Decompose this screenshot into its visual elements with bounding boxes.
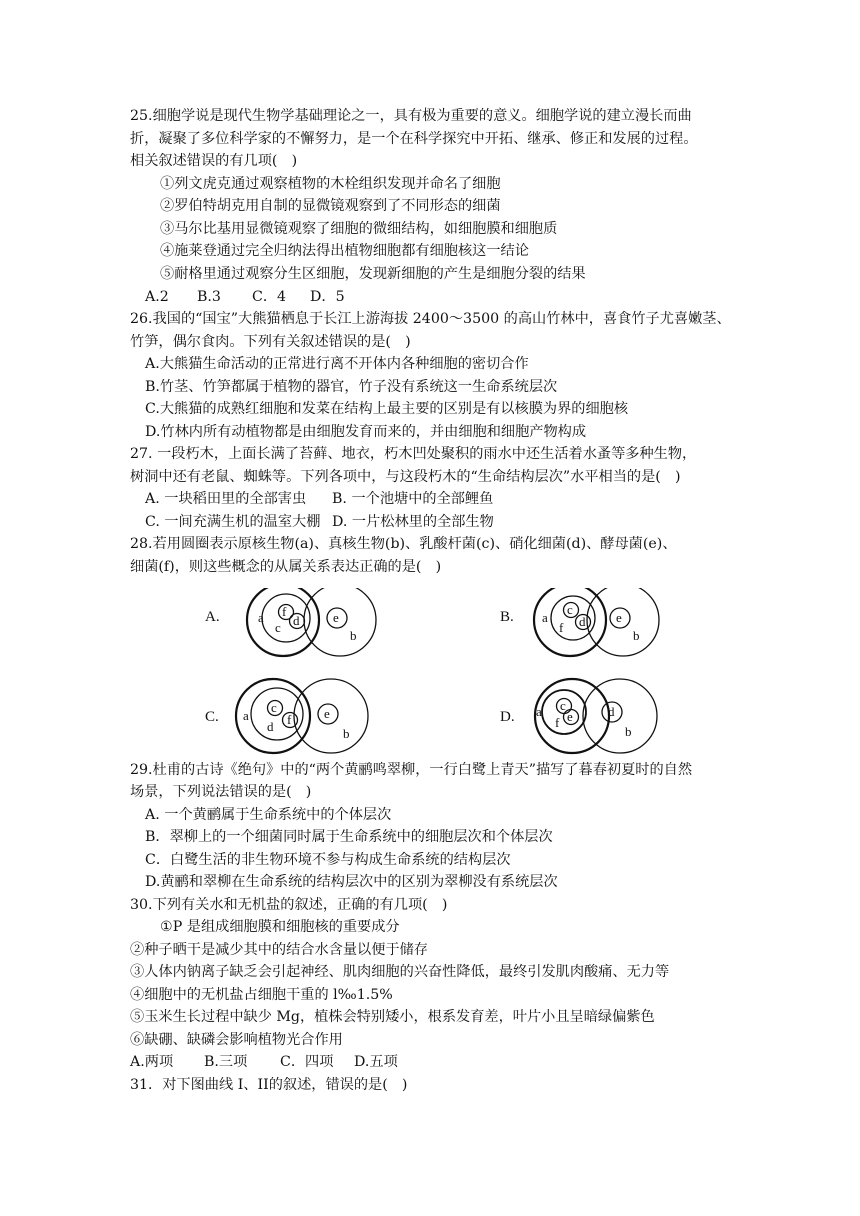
q30-option-a: A.两项	[130, 1054, 174, 1070]
diagram-c-label: C.	[205, 709, 219, 725]
q27-option-d: D. 一片松林里的全部生物	[332, 514, 494, 530]
q28-stem-line-1: 28.若用圆圈表示原核生物(a)、真核生物(b)、乳酸杆菌(c)、硝化细菌(d)、酵母菌(e)、	[130, 536, 677, 552]
q29-option-a: A. 一个黄鹂属于生命系统中的个体层次	[145, 807, 392, 823]
q26-option-a: A.大熊猫生命活动的正常进行离不开体内各种细胞的密切合作	[145, 356, 529, 372]
q25-item-2: ②罗伯特胡克用自制的显微镜观察到了不同形态的细菌	[160, 198, 501, 214]
c-circle-letter-d: d	[267, 719, 274, 734]
q27-stem-line-1: 27. 一段朽木，上面长满了苔藓、地衣，朽木凹处聚积的雨水中还生活着水蚤等多种生物，	[130, 446, 697, 462]
q26-option-b: B.竹茎、竹笋都属于植物的器官，竹子没有系统这一生命系统层次	[145, 379, 558, 395]
q27-stem-line-2: 树洞中还有老鼠、蜘蛛等。下列各项中，与这段朽木的“生命结构层次”水平相当的是( )	[130, 469, 681, 485]
q30-item-6: ⑥缺硼、缺磷会影响植物光合作用	[130, 1032, 343, 1048]
d-circle-letter-b: b	[625, 724, 632, 739]
q30-options	[130, 1051, 398, 1073]
diagram-d	[535, 679, 657, 753]
q30-option-d: D.五项	[354, 1054, 398, 1070]
q27-options-row-2	[145, 511, 494, 533]
q30-item-2: ②种子晒干是减少其中的结合水含量以便于储存	[130, 942, 428, 958]
q27-option-c: C. 一间充满生机的温室大棚	[145, 514, 321, 530]
d-circle-letter-a: a	[536, 704, 542, 719]
b-circle-letter-c: c	[567, 602, 573, 617]
diagram-c	[236, 679, 368, 753]
b-circle-letter-e: e	[616, 610, 622, 625]
c-circle-letter-c: c	[271, 700, 277, 715]
q30-item-1: ①P 是组成细胞膜和细胞核的重要成分	[160, 919, 400, 935]
q26-option-c: C.大熊猫的成熟红细胞和发菜在结构上最主要的区别是有以核膜为界的细胞核	[145, 401, 629, 417]
q26-stem-line-1: 26.我国的“国宝”大熊猫栖息于长江上游海拔 2400～3500 的高山竹林中，喜食竹子尤喜嫩茎、	[130, 311, 731, 327]
q30-option-b: B.三项	[204, 1054, 248, 1070]
q28-venn-diagrams	[190, 588, 680, 758]
q31-stem-line-1: 31．对下图曲线 I、II的叙述，错误的是( )	[130, 1077, 408, 1093]
a-circle-letter-a: a	[258, 610, 264, 625]
q30-item-3: ③人体内钠离子缺乏会引起神经、肌肉细胞的兴奋性降低，最终引发肌肉酸痛、无力等	[130, 964, 670, 980]
q25-option-a: A.2	[145, 289, 169, 305]
a-circle-letter-d: d	[293, 613, 300, 628]
b-circle-letter-d: d	[579, 614, 586, 629]
diagram-a-label: A.	[205, 609, 220, 625]
c-circle-letter-e: e	[324, 706, 330, 721]
q25-stem-line-1: 25.细胞学说是现代生物学基础理论之一，具有极为重要的意义。细胞学说的建立漫长而曲	[130, 108, 692, 124]
q30-option-c: C．四项	[280, 1054, 334, 1070]
q25-item-5: ⑤耐格里通过观察分生区细胞，发现新细胞的产生是细胞分裂的结果	[160, 266, 586, 282]
c-circle-letter-b: b	[343, 726, 350, 741]
q30-item-4: ④细胞中的无机盐占细胞干重的 l‰1.5%	[130, 987, 393, 1003]
q30-item-5: ⑤玉米生长过程中缺少 Mg，植株会特别矮小，根系发育差，叶片小且呈暗绿偏紫色	[130, 1009, 655, 1025]
q25-option-c: C．4	[252, 289, 287, 305]
q27-option-b: B. 一个池塘中的全部鲤鱼	[332, 491, 494, 507]
a-circle-letter-c: c	[275, 620, 281, 635]
q26-option-d: D.竹林内所有动植物都是由细胞发育而来的，并由细胞和细胞产物构成	[145, 424, 587, 440]
d-circle-letter-e: e	[567, 709, 573, 724]
q29-option-c: C．白鹭生活的非生物环境不参与构成生命系统的结构层次	[145, 852, 511, 868]
q25-options	[145, 286, 345, 308]
q25-option-b: B.3	[197, 289, 221, 305]
q25-item-4: ④施莱登通过完全归纳法得出植物细胞都有细胞核这一结论	[160, 243, 529, 259]
c-circle-letter-f: f	[287, 712, 292, 727]
b-circle-letter-b: b	[633, 628, 640, 643]
q25-stem-line-2: 折，凝聚了多位科学家的不懈努力，是一个在科学探究中开拓、继承、修正和发展的过程。	[130, 131, 698, 147]
q29-stem-line-1: 29.杜甫的古诗《绝句》中的“两个黄鹂鸣翠柳，一行白鹭上青天”描写了暮春初夏时的自然	[130, 762, 693, 778]
q25-stem-line-3: 相关叙述错误的有几项( )	[130, 153, 298, 169]
q25-item-3: ③马尔比基用显微镜观察了细胞的微细结构，如细胞膜和细胞质	[160, 221, 558, 237]
d-circle-letter-d: d	[608, 704, 615, 719]
q30-stem-line-1: 30.下列有关水和无机盐的叙述，正确的有几项( )	[130, 897, 448, 913]
b-circle-letter-f: f	[559, 620, 564, 635]
q29-stem-line-2: 场景，下列说法错误的是( )	[130, 784, 312, 800]
a-circle-letter-b: b	[350, 628, 357, 643]
d-circle-letter-c: c	[560, 698, 566, 713]
q25-item-1: ①列文虎克通过观察植物的木栓组织发现并命名了细胞	[160, 176, 501, 192]
diagram-b	[534, 588, 659, 656]
a-circle-letter-e: e	[333, 610, 339, 625]
c-circle-letter-a: a	[243, 708, 249, 723]
diagram-d-label: D.	[500, 709, 515, 725]
q27-option-a: A. 一块稻田里的全部害虫	[145, 491, 307, 507]
d-circle-letter-f: f	[555, 715, 560, 730]
q26-stem-line-2: 竹笋，偶尔食肉。下列有关叙述错误的是( )	[130, 334, 411, 350]
diagram-a	[247, 588, 376, 656]
diagram-b-label: B.	[500, 609, 514, 625]
a-circle-letter-f: f	[282, 604, 287, 619]
q29-option-d: D.黄鹂和翠柳在生命系统的结构层次中的区别为翠柳没有系统层次	[145, 874, 558, 890]
q27-options-row-1	[145, 488, 493, 510]
q28-stem-line-2: 细菌(f)，则这些概念的从属关系表达正确的是( )	[130, 559, 442, 575]
q29-option-b: B．翠柳上的一个细菌同时属于生命系统中的细胞层次和个体层次	[145, 829, 553, 845]
q25-option-d: D．5	[310, 289, 345, 305]
b-circle-letter-a: a	[542, 610, 548, 625]
